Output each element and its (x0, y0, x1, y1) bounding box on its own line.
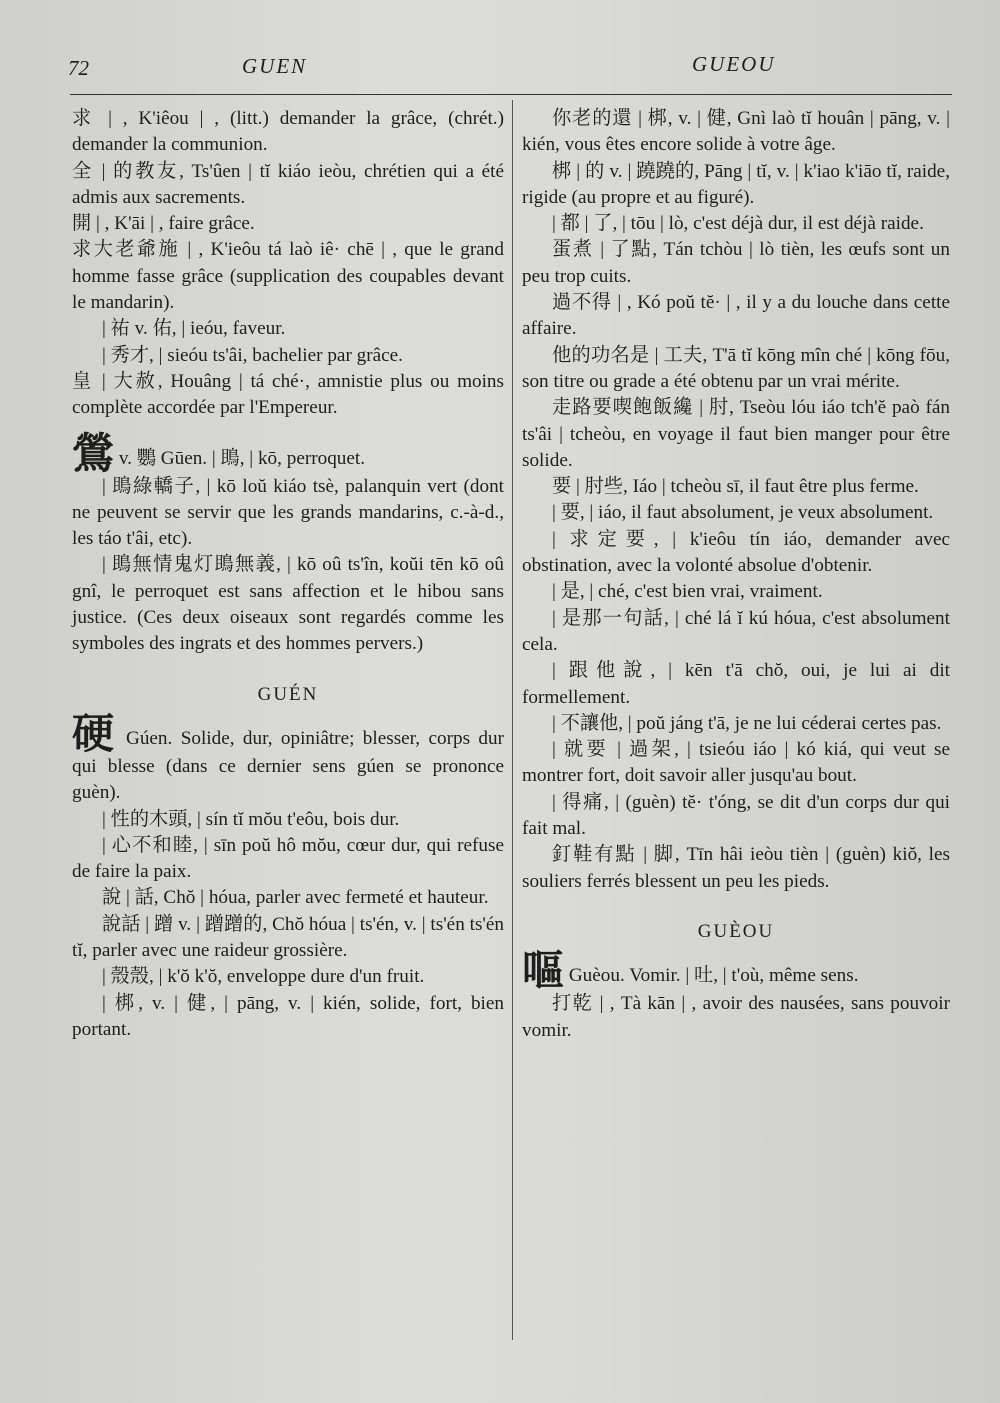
entry-text: v. 鸚 Gūen. | 鴡, | kō, perroquet. (118, 447, 366, 469)
entry: | 是, | ché, c'est bien vrai, vraiment. (552, 581, 823, 603)
entry: | 心不和睦, | sīn poŭ hô mŏu, cœur dur, qui refuse de faire la paix. (72, 834, 504, 883)
entry: | 求定要, | k'ieôu tín iáo, demander avec obstination, avec la volonté absolue d'obtenir. (522, 528, 950, 577)
headword: 嘔 (522, 946, 565, 996)
entry: | 梆, v. | 健, | pāng, v. | kién, solide, fort, bien portant. (72, 992, 504, 1040)
running-header (60, 52, 960, 88)
entry: 求 | , K'iêou | , (litt.) demander la grâce, (chrét.) demander la communion. (72, 108, 504, 156)
entry: | 秀才, | sieóu ts'âi, bachelier par grâce. (102, 344, 403, 366)
entry: 說 | 話, Chŏ | hóua, parler avec fermeté et hauteur. (102, 887, 489, 909)
header-rule (70, 94, 952, 95)
headword: 硬 (72, 708, 118, 758)
page-number: 72 (68, 56, 89, 80)
entry: 蛋煮 | 了點, Tán tchòu | lò tièn, les œufs sont un peu trop cuits. (522, 239, 950, 287)
entry: | 殼殼, | k'ŏ k'ŏ, enveloppe dure d'un fruit. (102, 966, 425, 988)
section-title: GUÉN (257, 683, 319, 705)
section-title: GUÈOU (697, 920, 775, 942)
entry: 你老的還 | 梆, v. | 健, Gnì laò tĭ houân | pāng, v. | kién, vous êtes encore solide à votre âge. (522, 108, 950, 156)
entry: 開 | , K'āi | , faire grâce. (72, 213, 255, 235)
spacer (72, 422, 504, 434)
entry: 要 | 肘些, Iáo | tcheòu sī, il faut être plus ferme. (552, 476, 919, 498)
right-column (522, 106, 950, 1044)
entry-text: Gúen. Solide, dur, opiniâtre; blesser, corps dur qui blesse (dans ce dernier sens gúen se prononce guèn). (72, 727, 504, 804)
entry: | 都 | 了, | tōu | lò, c'est déjà dur, il est déjà raide. (552, 213, 924, 235)
entry: 他的功名是 | 工夫, T'ā tĭ kōng mîn ché | kōng fōu, son titre ou grade a été obtenu par un vrai mérite. (522, 344, 950, 392)
entry: | 不讓他, | poŭ jáng t'ā, je ne lui céderai certes pas. (552, 712, 942, 734)
right-running-head: GUEOU (692, 52, 776, 76)
entry: 釘鞋有點 | 脚, Tīn hâi ieòu tièn | (guèn) kiŏ, les souliers ferrés blessent un peu les pieds. (522, 844, 950, 892)
entry-with-headword (72, 708, 504, 807)
entry: | 鴡無情鬼灯鴡無義, | kō oû ts'în, koŭi tēn kō oû gnî, le perroquet est sans affection et le hibou sans justice. (Ces deux oiseaux sont regardés comme les symboles des ingrats et des hommes pervers.) (72, 554, 504, 655)
entry: | 祐 v. 佑, | ieóu, faveur. (102, 318, 286, 340)
entry: 說話 | 蹭 v. | 蹭蹭的, Chŏ hóua | ts'én, v. | ts'én ts'én tĭ, parler avec une raideur grossière. (72, 913, 504, 962)
entry: 過不得 | , Kó poŭ tĕ· | , il y a du louche dans cette affaire. (522, 292, 950, 340)
headword: 鶯 (72, 428, 115, 478)
entry: | 得痛, | (guèn) tĕ· t'óng, se dit d'un corps dur qui fait mal. (522, 791, 950, 840)
entry: | 鴡綠轎子, | kō loŭ kiáo tsè, palanquin vert (dont ne peuvent se servir que les grands mandarins, c.-à-d., les táo t'âi, etc). (72, 475, 504, 550)
entry: | 跟他說, | kēn t'ā chŏ, oui, je lui ai dit formellement. (522, 660, 950, 708)
entry: | 性的木頭, | sín tĭ mŏu t'eôu, bois dur. (102, 808, 400, 830)
entry: 打乾 | , Tà kān | , avoir des nausées, sans pouvoir vomir. (522, 993, 950, 1041)
entry: | 要, | iáo, il faut absolument, je veux absolument. (552, 502, 934, 524)
entry-with-headword (522, 946, 950, 996)
column-divider (512, 100, 513, 1340)
entry-text: Guèou. Vomir. | 吐, | t'où, même sens. (568, 965, 859, 987)
entry-with-headword (72, 428, 504, 478)
entry: | 是那一句話, | ché lá ĭ kú hóua, c'est absolument cela. (522, 607, 950, 655)
entry: 皇 | 大赦, Houâng | tá ché·, amnistie plus ou moins complète accordée par l'Empereur. (72, 370, 504, 419)
entry: 走路要喫飽飯纔 | 肘, Tseòu lóu iáo tch'ĕ paò fán ts'âi | tcheòu, en voyage il faut bien manger pour être solide. (522, 397, 950, 471)
entry: 全 | 的教友, Ts'ûen | tĭ kiáo ieòu, chrétien qui a été admis aux sacrements. (72, 160, 504, 208)
entry: 求大老爺施 | , K'ieôu tá laò iê· chē | , que le grand homme fasse grâce (supplication des coupables devant le mandarin). (72, 239, 504, 314)
left-running-head: GUEN (242, 54, 308, 78)
entry: | 就要 | 過架, | tsieóu iáo | kó kiá, qui veut se montrer fort, doit savoir aller jusqu'au bout. (522, 739, 950, 787)
entry: 梆 | 的 v. | 蹺蹺的, Pāng | tĭ, v. | k'iao k'iāo tĭ, raide, rigide (au propre et au figuré). (522, 160, 950, 208)
left-column (72, 106, 504, 1043)
